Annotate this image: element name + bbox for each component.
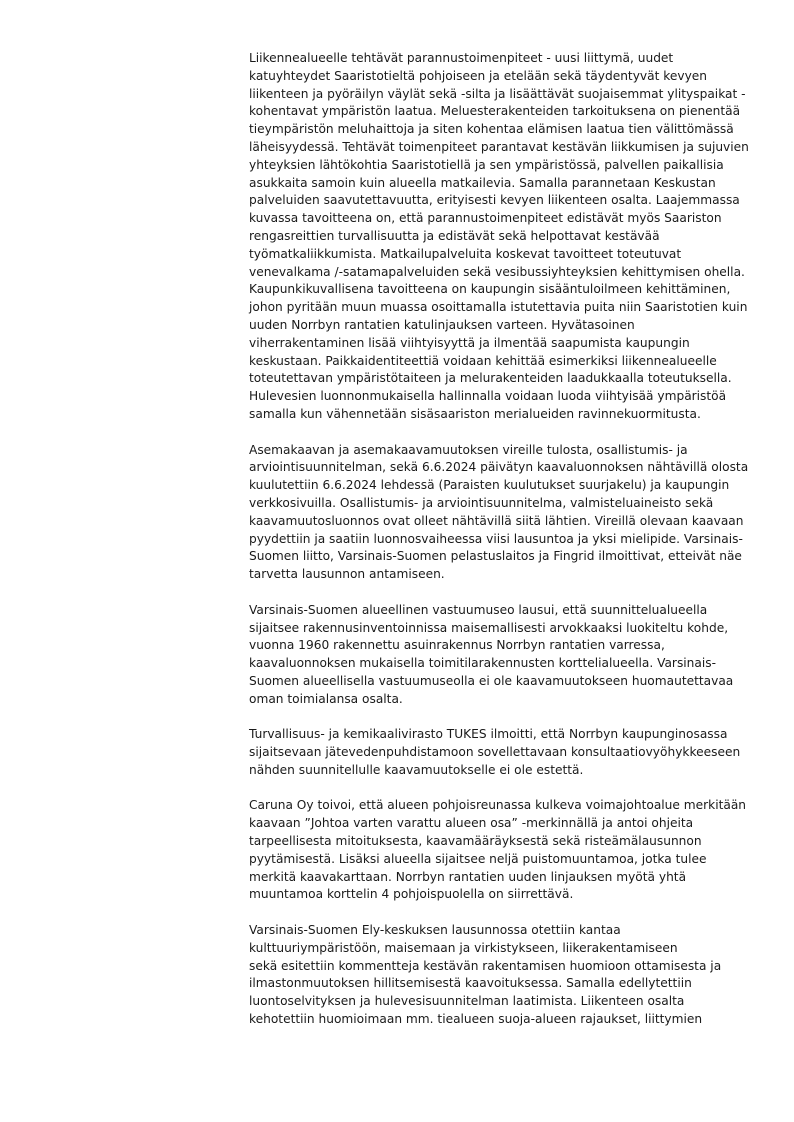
text-line: kehotettiin huomioimaan mm. tiealueen suoja-alueen rajaukset, liittymien xyxy=(249,1012,703,1027)
text-line: tarpeellisesta mitoituksesta, kaavamääräyksestä sekä risteämälausunnon xyxy=(249,834,702,849)
text-line: kaavaan ”Johtoa varten varattu alueen osa” -merkinnällä ja antoi ohjeita xyxy=(249,816,694,831)
body-paragraph xyxy=(249,726,749,779)
text-line: kohentavat ympäristön laatua. Meluesterakenteiden tarkoituksena on pienentää xyxy=(249,104,741,119)
text-line: kulttuuriympäristöön, maisemaan ja virkistykseen, liikerakentamiseen xyxy=(249,940,678,955)
text-line: Asemakaavan ja asemakaavamuutoksen vireille tulosta, osallistumis- ja xyxy=(249,442,688,457)
text-line: Kaupunkikuvallisena tavoitteena on kaupungin sisääntuloilmeen kehittäminen, xyxy=(249,282,731,297)
text-line: keskustaan. Paikkaidentiteettiä voidaan kehittää esimerkiksi liikennealueelle xyxy=(249,353,717,368)
text-line: Hulevesien luonnonmukaisella hallinnalla voidaan luoda viihtyisää ympäristöä xyxy=(249,389,727,404)
text-line: pyytämisestä. Lisäksi alueella sijaitsee neljä puistomuuntamoa, jotka tulee xyxy=(249,851,707,866)
text-line: oman toimialansa osalta. xyxy=(249,691,403,706)
text-line: asukkaita samoin kuin alueella matkailevia. Samalla parannetaan Keskustan xyxy=(249,175,716,190)
text-line: sekä esitettiin kommentteja kestävän rakentamisen huomioon ottamisesta ja xyxy=(249,958,722,973)
text-line: Suomen liitto, Varsinais-Suomen pelastuslaitos ja Fingrid ilmoittivat, etteivät näe xyxy=(249,549,742,564)
text-line: sijaitsee rakennusinventoinnissa maisemallisesti arvokkaaksi luokiteltu kohde, xyxy=(249,620,729,635)
text-line: kaavaluonnoksen mukaisella toimitilarakennusten korttelialueella. Varsinais- xyxy=(249,656,717,671)
text-line: palveluiden saavutettavuutta, erityisesti kevyen liikenteen osalta. Laajemmassa xyxy=(249,193,740,208)
text-line: rengasreittien turvallisuutta ja edistävät sekä helpottavat kestävää xyxy=(249,228,660,243)
document-body xyxy=(249,50,749,1047)
text-line: Varsinais-Suomen Ely-keskuksen lausunnossa otettiin kantaa xyxy=(249,923,621,938)
body-paragraph xyxy=(249,50,749,424)
text-line: Varsinais-Suomen alueellinen vastuumuseo lausui, että suunnittelualueella xyxy=(249,602,708,617)
text-line: vuonna 1960 rakennettu asuinrakennus Norrbyn rantatien varressa, xyxy=(249,638,665,653)
text-line: kuulutettiin 6.6.2024 lehdessä (Paraisten kuulutukset suurjakelu) ja kaupungin xyxy=(249,478,730,493)
text-line: venevalkama /-satamapalveluiden sekä vesibussiyhteyksien kehittymisen ohella. xyxy=(249,264,745,279)
text-line: kuvassa tavoitteena on, että parannustoimenpiteet edistävät myös Saariston xyxy=(249,211,722,226)
body-paragraph xyxy=(249,442,749,584)
text-line: tieympäristön meluhaittoja ja siten kohentaa elämisen laatua tien välittömässä xyxy=(249,122,734,137)
text-line: luontoselvityksen ja hulevesisuunnitelman laatimista. Liikenteen osalta xyxy=(249,994,685,1009)
text-line: samalla kun vähennetään sisäsaariston merialueiden ravinnekuormitusta. xyxy=(249,406,701,421)
text-line: toteutettavan ympäristötaiteen ja melurakenteiden laadukkaalla toteutuksella. xyxy=(249,371,732,386)
text-line: verkkosivuilla. Osallistumis- ja arviointisuunnitelma, valmisteluaineisto sekä xyxy=(249,495,714,510)
body-paragraph xyxy=(249,922,749,1029)
text-line: uuden Norrbyn rantatien katulinjauksen varteen. Hyvätasoinen xyxy=(249,317,635,332)
body-paragraph xyxy=(249,602,749,709)
text-line: ilmastonmuutoksen hillitsemisestä kaavoituksessa. Samalla edellytettiin xyxy=(249,976,692,991)
text-line: yhteyksien lähtökohtia Saaristotiellä ja sen ympäristössä, palvellen paikallisia xyxy=(249,157,724,172)
text-line: merkitä kaavakarttaan. Norrbyn rantatien uuden linjauksen myötä yhtä xyxy=(249,869,687,884)
text-line: katuyhteydet Saaristotieltä pohjoiseen ja etelään sekä täydentyvät kevyen xyxy=(249,68,708,83)
text-line: työmatkaliikkumista. Matkailupalveluita koskevat tavoitteet toteutuvat xyxy=(249,246,682,261)
text-line: nähden suunnitellulle kaavamuutokselle ei ole estettä. xyxy=(249,762,584,777)
text-line: viherrakentaminen lisää viihtyisyyttä ja ilmentää saapumista kaupungin xyxy=(249,335,690,350)
text-line: tarvetta lausunnon antamiseen. xyxy=(249,567,445,582)
text-line: kaavamuutosluonnos ovat olleet nähtävillä siitä lähtien. Vireillä olevaan kaavaan xyxy=(249,513,744,528)
text-line: läheisyydessä. Tehtävät toimenpiteet parantavat kestävän liikkumisen ja sujuvien xyxy=(249,139,749,154)
text-line: liikenteen ja pyöräilyn väylät sekä -silta ja lisäättävät suojaisemmat ylityspaikat - xyxy=(249,86,746,101)
text-line: Caruna Oy toivoi, että alueen pohjoisreunassa kulkeva voimajohtoalue merkitään xyxy=(249,798,747,813)
body-paragraph xyxy=(249,797,749,904)
text-line: pyydettiin ja saatiin luonnosvaiheessa viisi lausuntoa ja yksi mielipide. Varsinais- xyxy=(249,531,743,546)
text-line: Liikennealueelle tehtävät parannustoimenpiteet - uusi liittymä, uudet xyxy=(249,51,674,65)
text-line: Suomen alueellisella vastuumuseolla ei ole kaavamuutokseen huomautettavaa xyxy=(249,673,734,688)
text-line: johon pyritään muun muassa osoittamalla istutettavia puita niin Saaristotien kuin xyxy=(249,300,748,315)
text-line: Turvallisuus- ja kemikaalivirasto TUKES ilmoitti, että Norrbyn kaupunginosassa xyxy=(249,727,728,742)
text-line: muuntamoa korttelin 4 pohjoispuolella on siirrettävä. xyxy=(249,887,574,902)
text-line: arviointisuunnitelman, sekä 6.6.2024 päivätyn kaavaluonnoksen nähtävillä olosta xyxy=(249,460,749,475)
text-line: sijaitsevaan jätevedenpuhdistamoon sovellettavaan konsultaatiovyöhykkeeseen xyxy=(249,745,741,760)
